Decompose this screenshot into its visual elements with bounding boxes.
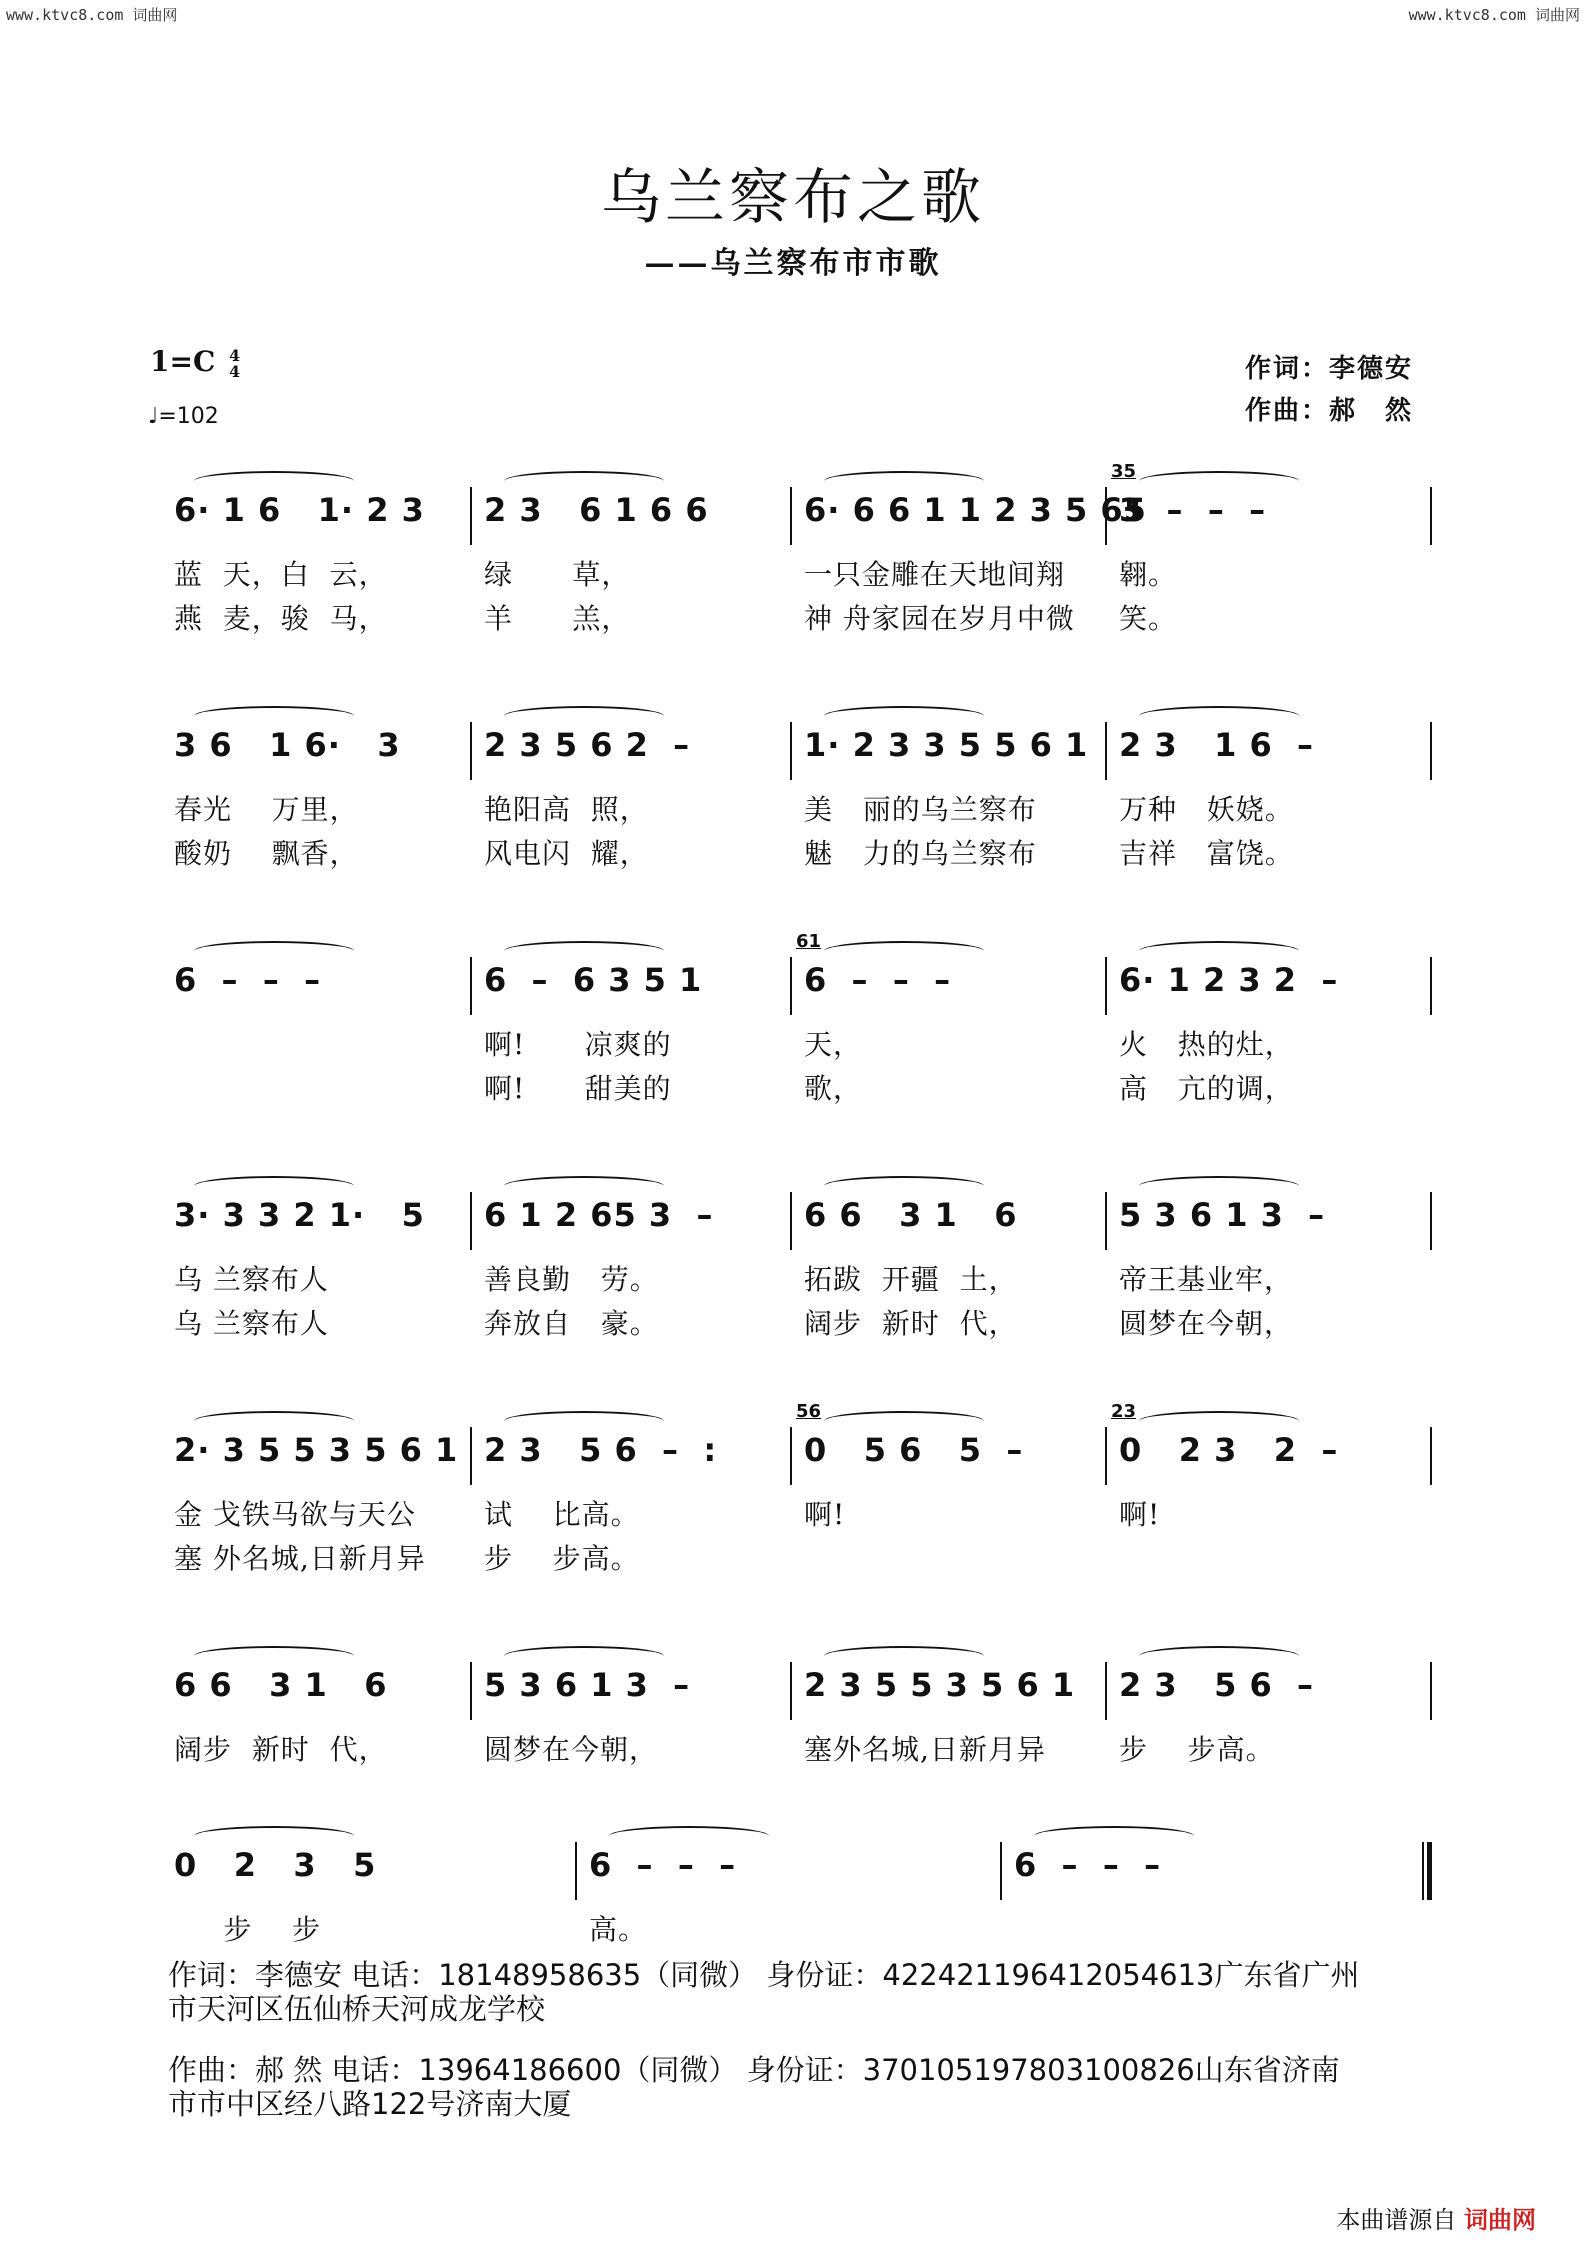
lyric-verse-1: 善良勤 劳。 — [484, 1263, 659, 1296]
slur-mark — [1139, 471, 1299, 491]
lyric-verse-2: 塞 外名城,日新月异 — [174, 1542, 426, 1575]
lyric-verse-2: 步 步高。 — [484, 1542, 640, 1575]
lyric-verse-2: 啊! 甜美的 — [484, 1072, 672, 1105]
lyric-verse-1: 塞外名城,日新月异 — [804, 1733, 1046, 1766]
measure-notes: 6 1 2 65 3 – — [484, 1196, 714, 1234]
lyric-verse-1: 火 热的灶， — [1119, 1028, 1294, 1061]
lyric-verse-1: 啊! — [804, 1498, 846, 1531]
slur-mark — [824, 941, 984, 961]
barline — [470, 487, 472, 545]
measure-notes: 6 – – – — [174, 961, 322, 999]
slur-mark — [504, 941, 664, 961]
credit-composer: 作曲：郝 然 — [1245, 396, 1414, 426]
lyric-verse-2: 乌 兰察布人 — [174, 1307, 329, 1340]
slur-mark — [194, 1411, 354, 1431]
measure-notes: 2 3 1 6 – — [1119, 726, 1315, 764]
lyric-verse-1: 绿 草， — [484, 558, 631, 591]
barline — [1105, 1192, 1107, 1250]
lyric-verse-1: 步 步高。 — [1119, 1733, 1275, 1766]
footer-source: 本曲谱源自 — [1336, 2206, 1457, 2234]
slur-mark — [504, 471, 664, 491]
contact-lyricist — [168, 1958, 1468, 2026]
measure-notes: 6 6 3 1 6 — [174, 1666, 388, 1704]
slur-mark — [504, 1176, 664, 1196]
barline — [1430, 1427, 1432, 1485]
barline — [1430, 957, 1432, 1015]
slur-mark — [504, 1411, 664, 1431]
lyric-verse-1: 翱。 — [1119, 558, 1178, 591]
grace-note: 35 — [1111, 461, 1137, 482]
slur-mark — [824, 1176, 984, 1196]
measure-notes: 1· 2 3 3 5 5 6 1 — [804, 726, 1089, 764]
lyric-verse-1: 帝王基业牢， — [1119, 1263, 1294, 1296]
measure-notes: 3 6 1 6· 3 — [174, 726, 401, 764]
key-signature — [150, 345, 240, 380]
measure-notes: 2 3 5 6 – — [1119, 1666, 1315, 1704]
slur-mark — [194, 706, 354, 726]
lyric-verse-2: 笑。 — [1119, 602, 1178, 635]
grace-note: 61 — [796, 931, 822, 952]
lyric-verse-1: 圆梦在今朝， — [484, 1733, 659, 1766]
lyric-verse-1: 啊! 凉爽的 — [484, 1028, 672, 1061]
measure-notes: 6 6 3 1 6 — [804, 1196, 1018, 1234]
lyric-verse-2: 风电闪 耀， — [484, 837, 649, 870]
song-title: 乌兰察布之歌 — [601, 163, 985, 233]
slur-mark — [1139, 1411, 1299, 1431]
slur-mark — [194, 1826, 354, 1846]
barline — [1105, 722, 1107, 780]
slur-mark — [1139, 1176, 1299, 1196]
measure-notes: 0 5 6 5 – — [804, 1431, 1024, 1469]
time-signature — [228, 345, 241, 381]
footer — [1336, 2200, 1536, 2235]
contact-lyricist-line2: 市天河区伍仙桥天河成龙学校 — [168, 1992, 546, 2026]
measure-notes: 6 – – – — [1014, 1846, 1162, 1884]
measure-notes: 6· 1 6 1· 2 3 — [174, 491, 425, 529]
slur-mark — [194, 941, 354, 961]
lyric-verse-1: 天， — [804, 1028, 863, 1061]
barline — [470, 1192, 472, 1250]
watermark-right: www.ktvc8.com 词曲网 — [1408, 6, 1580, 24]
slur-mark — [609, 1826, 769, 1846]
slur-mark — [824, 706, 984, 726]
measure-notes: 6· 1 2 3 2 – — [1119, 961, 1339, 999]
lyric-verse-1: 蓝 天，白 云， — [174, 558, 388, 591]
barline — [470, 957, 472, 1015]
lyric-verse-1: 阔步 新时 代， — [174, 1733, 388, 1766]
measure-notes: 3· 3 3 2 1· 5 — [174, 1196, 425, 1234]
barline — [575, 1842, 577, 1900]
measure-notes: 0 2 3 2 – — [1119, 1431, 1339, 1469]
slur-mark — [504, 706, 664, 726]
footer-brand: 词曲网 — [1464, 2206, 1536, 2234]
barline — [1430, 1192, 1432, 1250]
barline — [790, 487, 792, 545]
slur-mark — [1139, 1646, 1299, 1666]
measure-notes: 2 3 5 6 2 – — [484, 726, 691, 764]
measure-notes: 2· 3 5 5 3 5 6 1 — [174, 1431, 459, 1469]
measure-notes: 5 3 6 1 3 – — [1119, 1196, 1326, 1234]
measure-notes: 2 3 6 1 6 6 — [484, 491, 709, 529]
measure-notes: 6· 6 6 1 1 2 3 5 65 — [804, 491, 1147, 529]
measure-notes: 2 3 5 5 3 5 6 1 — [804, 1666, 1076, 1704]
grace-note: 56 — [796, 1401, 822, 1422]
lyric-verse-1: 一只金雕在天地间翔 — [804, 558, 1066, 591]
lyric-verse-1: 金 戈铁马欲与天公 — [174, 1498, 416, 1531]
key-label: 1=C — [150, 345, 216, 378]
barline — [1105, 1427, 1107, 1485]
slur-mark — [1139, 941, 1299, 961]
lyric-verse-2: 魅 力的乌兰察布 — [804, 837, 1037, 870]
time-top: 4 — [228, 345, 241, 365]
slur-mark — [194, 1176, 354, 1196]
tempo-mark: ♩=102 — [148, 404, 219, 429]
lyric-verse-1: 万种 妖娆。 — [1119, 793, 1294, 826]
lyric-verse-1: 乌 兰察布人 — [174, 1263, 329, 1296]
measure-notes: 2 3 5 6 – : — [484, 1431, 718, 1469]
lyric-verse-1: 高。 — [589, 1913, 648, 1946]
lyric-verse-1: 啊! — [1119, 1498, 1161, 1531]
measure-notes: 6 – – – — [804, 961, 952, 999]
lyric-verse-2: 阔步 新时 代， — [804, 1307, 1018, 1340]
slur-mark — [194, 471, 354, 491]
song-subtitle: ——乌兰察布市市歌 — [644, 246, 942, 281]
barline — [1430, 487, 1432, 545]
barline — [470, 1662, 472, 1720]
measure-notes: 3 – – – — [1119, 491, 1267, 529]
barline — [1430, 722, 1432, 780]
lyric-verse-2: 歌， — [804, 1072, 863, 1105]
slur-mark — [824, 471, 984, 491]
lyric-verse-1: 步 步 — [174, 1913, 322, 1946]
measure-notes: 0 2 3 5 — [174, 1846, 377, 1884]
lyric-verse-2: 羊 羔， — [484, 602, 631, 635]
measure-notes: 6 – 6 3 5 1 — [484, 961, 703, 999]
lyric-verse-1: 试 比高。 — [484, 1498, 640, 1531]
barline — [470, 1427, 472, 1485]
slur-mark — [824, 1646, 984, 1666]
grace-note: 23 — [1111, 1401, 1137, 1422]
barline — [790, 722, 792, 780]
measure-notes: 5 3 6 1 3 – — [484, 1666, 691, 1704]
slur-mark — [194, 1646, 354, 1666]
barline — [1000, 1842, 1002, 1900]
lyric-verse-1: 美 丽的乌兰察布 — [804, 793, 1037, 826]
contact-composer-line2: 市市中区经八路122号济南大厦 — [168, 2087, 572, 2121]
lyric-verse-2: 圆梦在今朝， — [1119, 1307, 1294, 1340]
barline — [1105, 957, 1107, 1015]
barline — [790, 1192, 792, 1250]
barline — [790, 957, 792, 1015]
lyric-verse-2: 高 亢的调， — [1119, 1072, 1294, 1105]
barline — [1430, 1662, 1432, 1720]
slur-mark — [1034, 1826, 1194, 1846]
barline — [790, 1427, 792, 1485]
lyric-verse-1: 拓跋 开疆 土， — [804, 1263, 1018, 1296]
measure-notes: 6 – – – — [589, 1846, 737, 1884]
barline — [470, 722, 472, 780]
contact-composer-line1: 作曲：郝 然 电话：13964186600（同微） 身份证：370105197803100826山东省济南 — [168, 2053, 1340, 2087]
credit-lyricist: 作词：李德安 — [1245, 354, 1414, 384]
lyric-verse-2: 酸奶 飘香， — [174, 837, 359, 870]
time-bottom: 4 — [228, 361, 241, 381]
slur-mark — [504, 1646, 664, 1666]
slur-mark — [1139, 706, 1299, 726]
contact-composer — [168, 2053, 1468, 2121]
watermark-left: www.ktvc8.com 词曲网 — [6, 6, 178, 24]
lyric-verse-2: 神 舟家园在岁月中微 — [804, 602, 1075, 635]
slur-mark — [824, 1411, 984, 1431]
lyric-verse-2: 奔放自 豪。 — [484, 1307, 659, 1340]
lyric-verse-1: 艳阳高 照， — [484, 793, 649, 826]
lyric-verse-2: 燕 麦，骏 马， — [174, 602, 388, 635]
lyric-verse-2: 吉祥 富饶。 — [1119, 837, 1294, 870]
final-barline — [1422, 1842, 1432, 1900]
lyric-verse-1: 春光 万里， — [174, 793, 359, 826]
barline — [1105, 1662, 1107, 1720]
barline — [790, 1662, 792, 1720]
contact-lyricist-line1: 作词：李德安 电话：18148958635（同微） 身份证：422421196412054613广东省广州 — [168, 1958, 1360, 1992]
